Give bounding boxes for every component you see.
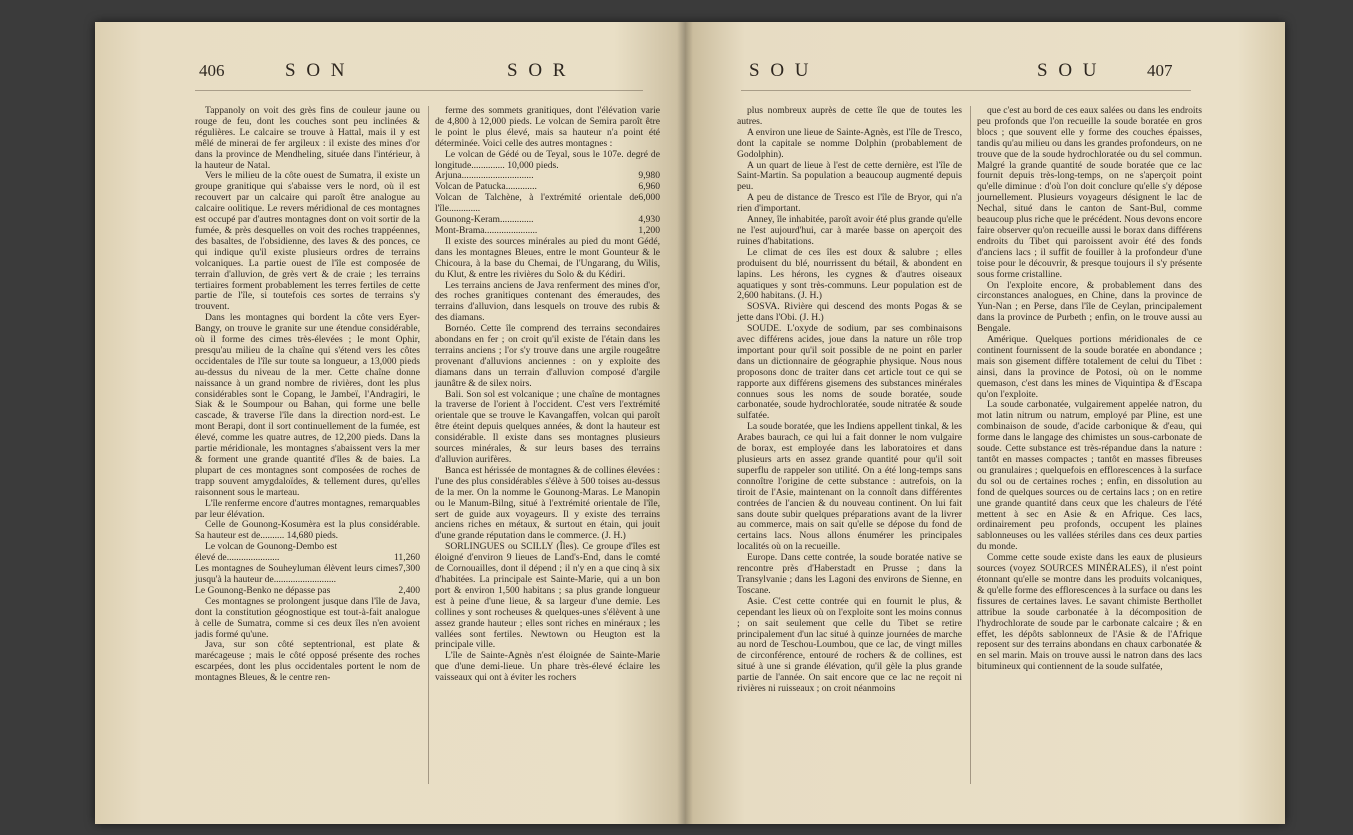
height-row: Les montagnes de Souheyluman élèvent leurs cimes jusqu'à la hauteur de.......................... 7,300 (195, 563, 420, 585)
paragraph: A peu de distance de Tresco est l'île de Bryor, qui n'a rien d'important. (737, 192, 962, 215)
column-rule (428, 106, 429, 784)
paragraph: On l'exploite encore, & probablement dans des circonstances analogues, en Chine, dans la province de Yun-Nan ; en Perse, dans l'île de Ceylan, principalement dans la province de Purbeth ; enfin, on le trouve aussi au Bengale. (977, 279, 1202, 335)
height-row: Volcan de Talchène, à l'extrémité orientale de l'île............. 6,000 (435, 192, 660, 215)
left-page (95, 22, 685, 824)
paragraph: Celle de Gounong-Kosumèra est la plus considérable. Sa hauteur est de.......... 14,680 pieds. (195, 519, 420, 542)
paragraph: L'île renferme encore d'autres montagnes, remarquables par leur élévation. (195, 497, 420, 520)
paragraph: Tappanoly on voit des grès fins de couleur jaune ou rouge de feu, dont les couches sont peu inclinées & régulières. Le calcaire se trouve à Hattal, mais il y est mêlé de minerai de fer argileux : il existe des mines d'or dans la province de Mendheling, située dans l'intérieur, à la hauteur de Natal. (195, 105, 420, 171)
paragraph: Amérique. Quelques portions méridionales de ce continent fournissent de la soude boratée en abondance ; mais son gisement diffère totalement de celui du Tibet : ainsi, dans la province de Potosi, où on le nomme quemason, c'est dans les mines de Viquintipa & d'Escapa qu'on l'exploite. (977, 334, 1202, 400)
paragraph: Bornéo. Cette île comprend des terrains secondaires abondans en fer ; on croit qu'il existe de l'étain dans les terrains anciens ; l'or s'y trouve dans une argile rougeâtre provenant d'alluvions anciennes : on y exploite des diamans dans un terrain d'alluvion composé d'argile jaunâtre & de silex noirs. (435, 323, 660, 389)
paragraph: Le volcan de Gédé ou de Teyal, sous le 107e. degré de longitude.............. 10,000 pieds. (435, 148, 660, 171)
paragraph: L'île de Sainte-Agnès n'est éloignée de Sainte-Marie que d'une demi-lieue. Un phare très-élevé éclaire les vaisseaux qui ont à éviter les rochers (435, 650, 660, 684)
paragraph: SORLINGUES ou SCILLY (Îles). Ce groupe d'îles est éloigné d'environ 9 lieues de Land's-End, dans le comté de Cornouailles, dont il dépend ; il n'y en a que cinq à six d'habitées. La principale est Sainte-Marie, qui a un bon port & environ 1,500 habitans ; sa plus grande longueur est à peine d'une lieue, & sa largeur d'une demie. Les collines y sont rocheuses & quelques-unes s'élèvent à une assez grande hauteur ; elles sont riches en minéraux ; les vallées sont fertiles. Newtown ou Heugton est la principale ville. (435, 541, 660, 651)
left-page-number: 406 (199, 61, 225, 80)
paragraph: Asie. C'est cette contrée qui en fournit le plus, & cependant les lieux où on l'exploite sont les moins connus ; on sait seulement que celle du Tibet se retire principalement d'un lac situé à quinze journées de marche au nord de Teschou-Loumbou, que ce lac, de vingt milles de circonférence, entouré de rochers & de collines, est situé à une si grande élévation, qu'il gèle la plus grande partie de l'année. On sait encore que ce lac ne reçoit ni rivières ni ruisseaux ; on croit néanmoins (737, 595, 962, 695)
header-rule (741, 90, 1191, 91)
paragraph: ferme des sommets granitiques, dont l'élévation varie de 4,800 à 12,000 pieds. Le volcan de Semira paroît être le point le plus élevé, mais sa hauteur n'a point été déterminée. Voici celle des autres montagnes : (435, 105, 660, 149)
left-column-2 (435, 106, 660, 684)
height-row: Le Gounong-Benko ne dépasse pas 2,400 (195, 584, 420, 596)
paragraph: Vers le milieu de la côte ouest de Sumatra, il existe un groupe granitique qui s'abaisse vers le nord, où il est recouvert par un calcaire qui paroît être analogue au calcaire oolitique. Le revers méridional de ces montagnes est occupé par d'autres montagnes dont on voit sortir de la fumée, & près desquelles on voit des roches trappéennes, des basaltes, de l'obsidienne, des laves & des ponces, ce qui indique qu'il existe plusieurs ordres de terrains volcaniques. La partie ouest de l'île est composée de terrain d'alluvion, de grès vert & de craie ; les terrains tertiaires forment probablement les terres fertiles de cette partie de l'île, si toutefois ces sortes de terrains s'y trouvent. (195, 170, 420, 313)
header-rule (195, 90, 643, 91)
left-running-head-2: S O R (507, 60, 569, 81)
paragraph: A environ une lieue de Sainte-Agnès, est l'île de Tresco, dont la capitale se nomme Dolphin (probablement de Godolphin). (737, 126, 962, 160)
height-row: Gounong-Keram.............. 4,930 (435, 214, 660, 226)
book-gutter (677, 22, 693, 824)
paragraph: Le volcan de Gounong-Dembo est (205, 541, 338, 553)
right-column-1 (737, 106, 962, 695)
paragraph: Banca est hérissée de montagnes & de collines élevées : l'une des plus considérables s'élève à 500 toises au-dessus de la mer. On la nomme le Gounong-Maras. Le Manopin ou le Manum-Bilng, situé à l'extrémité orientale de l'île, sert de guide aux voyageurs. Il y existe des terrains anciens riches en métaux, & surtout en étain, qui jouit d'une grande réputation dans le commerce. (J. H.) (435, 464, 660, 542)
left-column-1 (195, 106, 420, 684)
paragraph: que c'est au bord de ces eaux salées ou dans les endroits peu profonds que l'on recueille la soude boratée en gros blocs ; que souvent elle y forme des couches épaisses, tandis qu'au milieu ou dans les grandes profondeurs, on ne trouve que de la soude hydrochloratée ou du sel commun. Malgré la grande quantité de soude boratée que ce lac fournit depuis très-long-temps, on ne s'aperçoit point qu'elle diminue : d'où l'on doit conclure qu'elle s'y dépose journellement. Plusieurs voyageurs désignent le lac de Nechal, situé dans le canton de Sant-Bul, comme beaucoup plus riche que le précédent. Nous devons encore faire observer qu'on recueille aussi le borax dans différens endroits du Tibet qui paroissent avoir été des fonds d'anciens lacs ; il suffit de fouiller à la profondeur d'une toise pour le découvrir, & presque toujours il s'y présente sous forme cristalline. (977, 105, 1202, 280)
paragraph: La soude carbonatée, vulgairement appelée natron, du mot latin nitrum ou natrum, employé par Pline, est une combinaison de soude, d'acide carbonique & d'eau, qui forme dans le langage des chimistes un sous-carbonate de soude. Cette substance est très-répandue dans la nature : tantôt en masses compactes ; tantôt en masses fibreuses ou granulaires ; quelquefois en efflorescences à la surface du sol ou de certaines roches ; enfin, en dissolution au fond de quelques sources ou de certains lacs ; on en retire une grande quantité dans ceux que les chaleurs de l'été mettent à sec en Asie & en Afrique. Ces lacs, ordinairement peu profonds, occupent les plaines sablonneuses ou les vallées stériles dans ces deux parties du monde. (977, 399, 1202, 553)
right-page-number: 407 (1147, 61, 1173, 80)
column-rule (970, 106, 971, 784)
paragraph: SOSVA. Rivière qui descend des monts Pogas & se jette dans l'Obi. (J. H.) (737, 301, 962, 324)
paragraph: Bali. Son sol est volcanique ; une chaîne de montagnes la traverse de l'orient à l'occident. C'est vers l'extrémité orientale que se trouve le Kavangaffen, volcan qui paroît être éteint depuis quelques années, & dont la hauteur est considérable. Il existe dans ses montagnes plusieurs sources minérales, & sur leurs bases des terrains d'alluvion aurifères. (435, 388, 660, 465)
paragraph: Anney, île inhabitée, paroît avoir été plus grande qu'elle ne l'est aujourd'hui, car à marée basse on aperçoit des ruines d'habitations. (737, 214, 962, 247)
right-running-head-1: S O U (749, 60, 812, 81)
paragraph: Le climat de ces îles est doux & salubre ; elles produisent du blé, nourrissent du bétail, & abondent en lapins. Les hérons, les cygnes & d'autres oiseaux aquatiques y sont très-communs. Leur population est de 2,600 habitans. (J. H.) (737, 246, 962, 302)
paragraph: A un quart de lieue à l'est de cette dernière, est l'île de Saint-Martin. Sa population a beaucoup augmenté depuis peu. (737, 159, 962, 193)
height-row: Mont-Brama...................... 1,200 (435, 224, 660, 236)
left-running-head-1: S O N (285, 60, 348, 81)
paragraph: Les terrains anciens de Java renferment des mines d'or, des roches granitiques contenant des émeraudes, des terrains d'alluvion, dans lesquels on trouve des rubis & des diamans. (435, 279, 660, 324)
height-row: élevé de...................... 11,260 (195, 552, 420, 564)
paragraph: Comme cette soude existe dans les eaux de plusieurs sources (voyez SOURCES MINÉRALES), il n'est point étonnant qu'elle se montre dans les produits volcaniques, & qu'elle forme des efflorescences à la surface ou dans les fissures de certaines laves. Le savant chimiste Berthollet attribue la soude carbonatée à la décomposition de l'hydrochlorate de soude par le carbonate calcaire ; & en effet, les dépôts sablonneux de l'Asie & de l'Afrique reposent sur des terrains abondans en chaux carbonatée & en sel marin. Mais on trouve aussi le natron dans des lacs bitumineux qui contiennent de la soude sulfatée, (977, 552, 1202, 673)
paragraph: plus nombreux auprès de cette île que de toutes les autres. (737, 105, 962, 127)
paragraph: Dans les montagnes qui bordent la côte vers Eyer-Bangy, on trouve le granite sur une étendue considérable, où il forme des cimes très-élevées ; le mont Ophir, presqu'au milieu de la chaîne qui s'étend vers les côtes occidentales de l'île sur toute sa longueur, a 13,000 pieds au-dessus du niveau de la mer. Cette chaîne donne naissance à un grand nombre de rivières, dont les plus considérables sont le Copang, le Jambeï, l'Andragiri, le Siak & le Soumpour ou Bahan, qui forme une belle cascade, & traverse l'île dans la direction nord-est. Le mont Berapi, dont il sort continuellement de la fumée, est élevé, comme les quatre autres, de 12,200 pieds. Dans la partie méridionale, les montagnes s'abaissent vers la mer & forment une grande quantité d'îles & de baies. La plupart de ces montagnes sont composées de roches de trapp souvent amygdaloïdes, & tellement dures, qu'elles raisonnent sous le marteau. (195, 312, 420, 498)
right-column-2 (977, 106, 1202, 673)
paragraph: Europe. Dans cette contrée, la soude boratée native se rencontre près d'Haberstadt en Prusse ; dans la Transylvanie ; dans les Lagoni des environs de Sienne, en Toscane. (737, 552, 962, 596)
height-row: Volcan de Patucka............. 6,960 (435, 181, 660, 193)
right-page (685, 22, 1285, 824)
height-row: Arjuna.............................. 9,980 (435, 170, 660, 182)
paragraph: SOUDE. L'oxyde de sodium, par ses combinaisons avec différens acides, joue dans la nature un rôle trop important pour qu'il soit possible de ne point en parler dans un dictionnaire de géographie physique. Nous nous proposons donc de traiter dans cet article tout ce qui se rapporte aux différens gisemens des substances minérales connues sous les noms de soude boratée, soude carbonatée, soude hydrochloratée, soude nitratée & soude sulfatée. (737, 323, 962, 422)
book-spread (95, 22, 1285, 824)
paragraph: Ces montagnes se prolongent jusque dans l'île de Java, dont la constitution géognostique est tout-à-fait analogue à celle de Sumatra, comme si ces deux îles n'en avoient jadis formé qu'une. (195, 595, 420, 640)
paragraph: Il existe des sources minérales au pied du mont Gédé, dans les montagnes Bleues, entre le mont Gounteur & le Chicoura, à la base du Chemai, de l'Ungarang, du Wilis, du Klut, & entre les rivières du Solo & du Kédiri. (435, 235, 660, 280)
right-running-head-2: S O U (1037, 60, 1100, 81)
paragraph: Java, sur son côté septentrional, est plate & marécageuse ; mais le côté opposé présente des roches escarpées, dont les plus occidentales portent le nom de montagnes Bleues, & le centre ren- (195, 639, 420, 684)
paragraph: La soude boratée, que les Indiens appellent tinkal, & les Arabes baurach, ce qui lui a fait donner le nom vulgaire de borax, est employée dans les laboratoires et dans plusieurs arts en assez grande quantité pour qu'il soit superflu de rappeler son utilité. On a été long-temps sans connoître l'origine de cette substance : autrefois, on la tiroit de l'Asie, maintenant on la connoît dans différentes contrées de l'ancien & du nouveau continent. On lui fait sans doute subir quelques préparations avant de la livrer au commerce, mais on sait qu'elle se dépose du fond de certains lacs. Nous allons énumérer les principales localités où on la recueille. (737, 421, 962, 553)
